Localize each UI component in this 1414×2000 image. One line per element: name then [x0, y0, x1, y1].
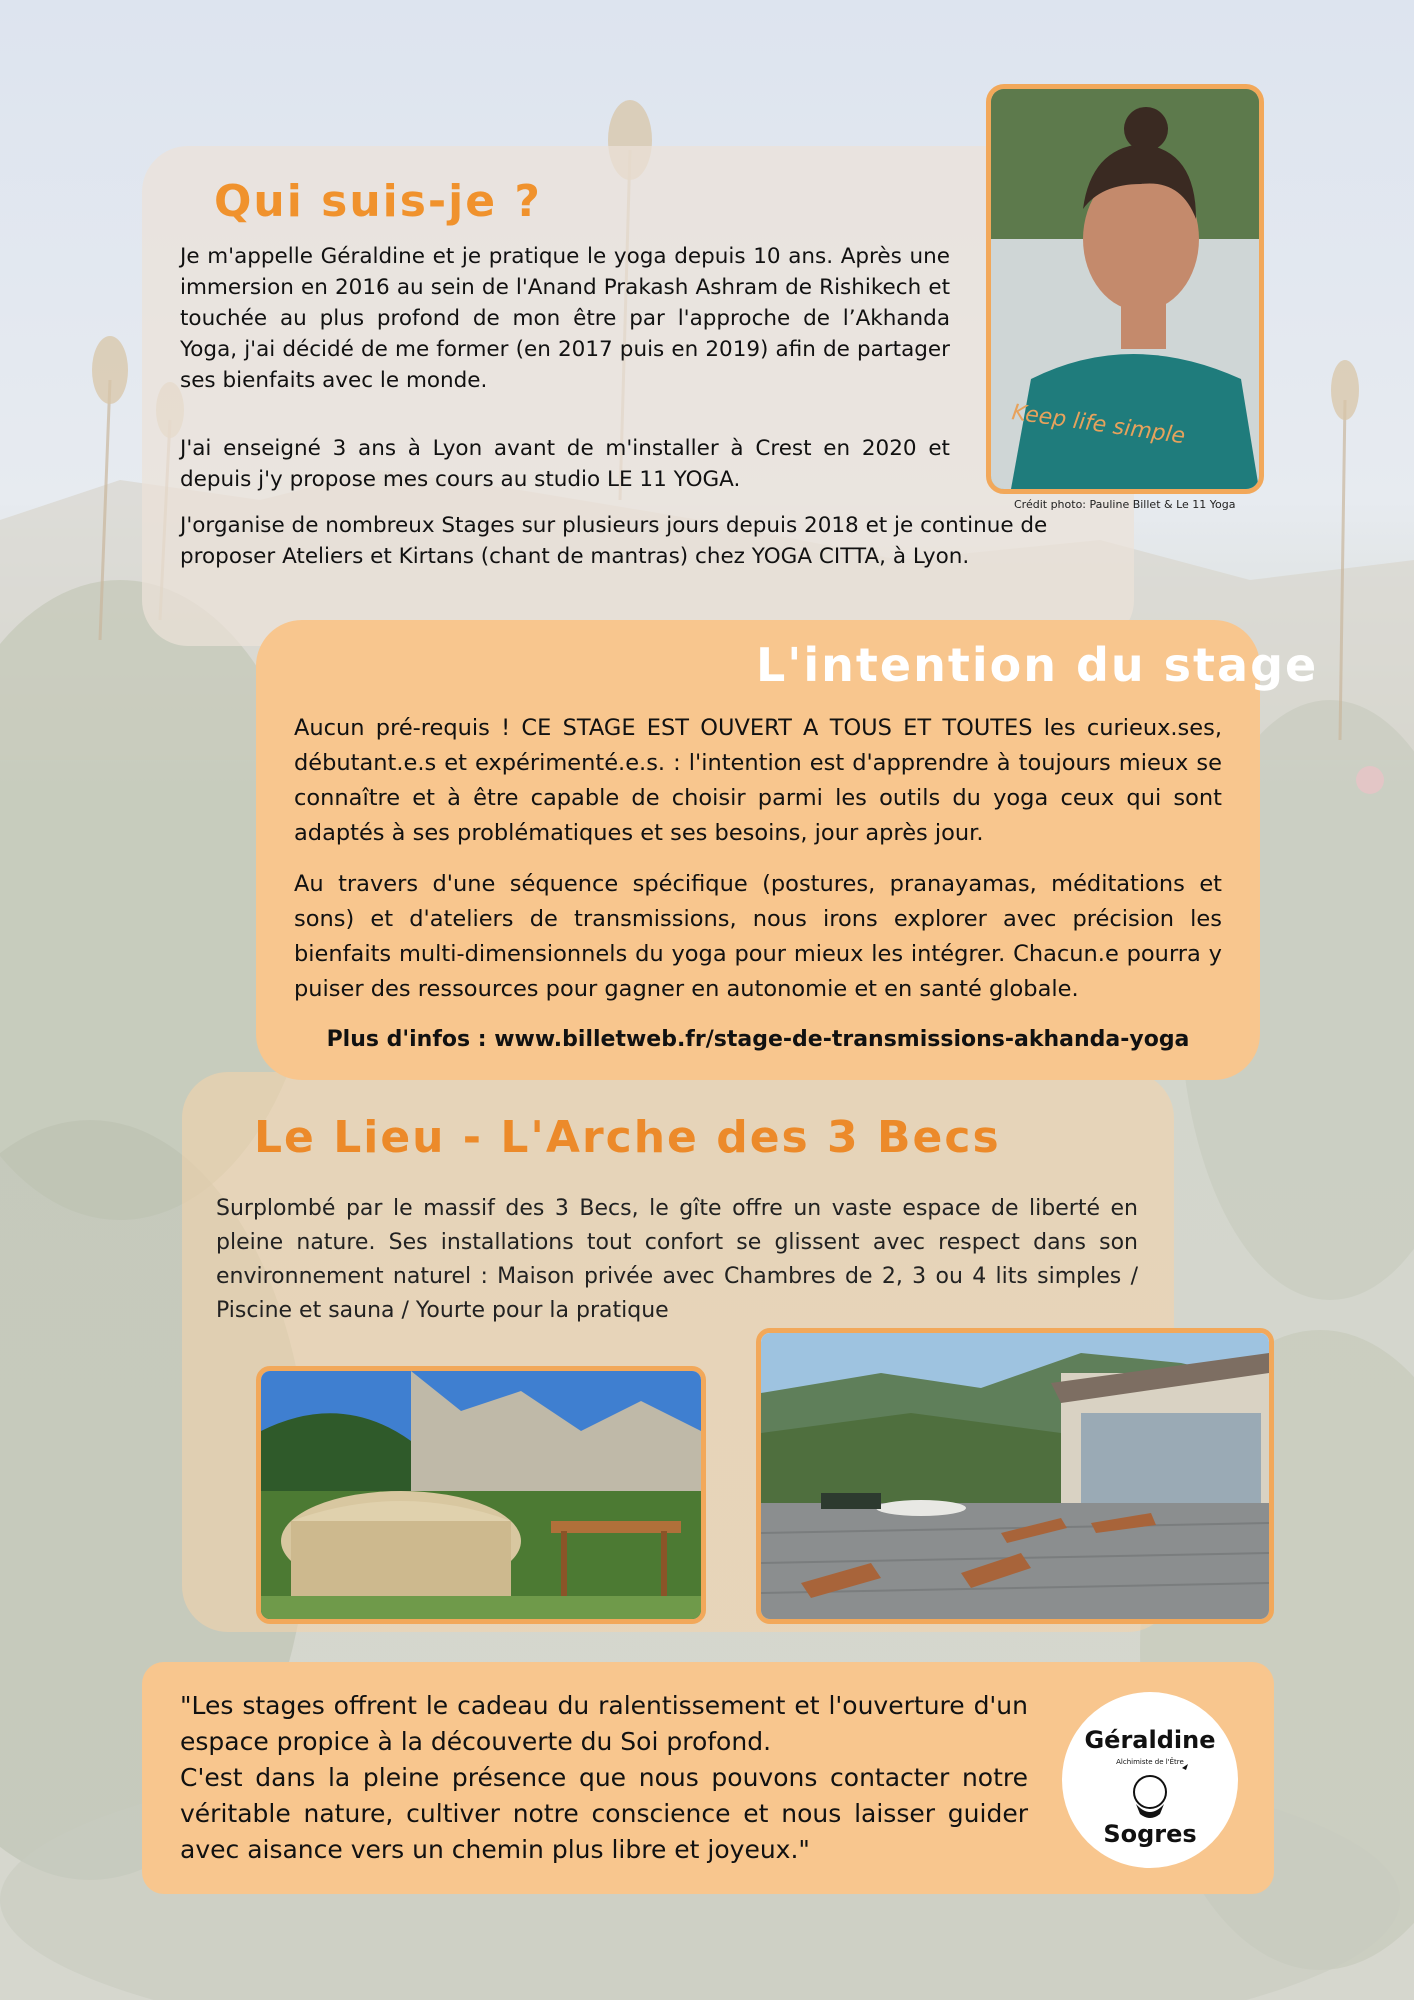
- quote-text: [180, 1688, 1028, 1868]
- terrace-photo: [756, 1328, 1274, 1624]
- logo-emblem-icon: [1134, 1764, 1188, 1818]
- about-title: Qui suis-je ?: [214, 176, 542, 227]
- shirt-text: Keep life simple: [1010, 400, 1187, 450]
- logo-name-bottom: Sogres: [1103, 1820, 1197, 1848]
- quote-line-1: "Les stages offrent le cadeau du ralentissement et l'ouverture d'un espace propice à la découverte du Soi profond.: [180, 1691, 1028, 1756]
- logo-subtitle: Alchimiste de l'Être: [1116, 1758, 1184, 1766]
- intention-paragraph-2: Au travers d'une séquence spécifique (postures, pranayamas, méditations et sons) et d'ateliers de transmissions, nous irons explorer avec précision les bienfaits multi-dimensionnels du yoga pour mieux les intégrer. Chacun.e pourra y puiser des ressources pour gagner en autonomie et en santé globale.: [294, 871, 1222, 1002]
- about-paragraph-2: J'ai enseigné 3 ans à Lyon avant de m'installer à Crest en 2020 et depuis j'y propose mes cours au studio LE 11 YOGA.: [180, 436, 950, 492]
- more-info-link[interactable]: Plus d'infos : www.billetweb.fr/stage-de-transmissions-akhanda-yoga: [326, 1027, 1190, 1052]
- photo-credit: Crédit photo: Pauline Billet & Le 11 Yoga: [1014, 498, 1236, 511]
- lieu-title: Le Lieu - L'Arche des 3 Becs: [254, 1112, 1001, 1163]
- portrait-photo: [986, 84, 1264, 494]
- about-paragraph-3: J'organise de nombreux Stages sur plusieurs jours depuis 2018 et je continue de proposer Ateliers et Kirtans (chant de mantras) chez YOGA CITTA, à Lyon.: [180, 513, 1048, 569]
- geraldine-sogres-logo: [1062, 1692, 1238, 1868]
- logo-name-top: Géraldine: [1084, 1726, 1216, 1754]
- intention-title: L'intention du stage: [756, 638, 1319, 692]
- quote-line-2: C'est dans la pleine présence que nous pouvons contacter notre véritable nature, cultiver notre conscience et nous laisser guider avec aisance vers un chemin plus libre et joyeux.": [180, 1763, 1028, 1864]
- lieu-paragraph: Surplombé par le massif des 3 Becs, le gîte offre un vaste espace de liberté en pleine nature. Ses installations tout confort se glissent avec respect dans son environnement naturel : Maison privée avec Chambres de 2, 3 ou 4 lits simples / Piscine et sauna / Yourte pour la pratique: [216, 1196, 1138, 1323]
- intention-paragraph-1: Aucun pré-requis ! CE STAGE EST OUVERT A TOUS ET TOUTES les curieux.ses, débutant.e.s et expérimenté.e.s. : l'intention est d'apprendre à toujours mieux se connaître et à être capable de choisir parmi les outils du yoga ceux qui sont adaptés à ses problématiques et ses besoins, jour après jour.: [294, 715, 1222, 846]
- about-paragraph-1: Je m'appelle Géraldine et je pratique le yoga depuis 10 ans. Après une immersion en 2016 au sein de l'Anand Prakash Ashram de Rishikech et touchée au plus profond de mon être par l'approche de l’Akhanda Yoga, j'ai décidé de me former (en 2017 puis en 2019) afin de partager ses bienfaits avec le monde.: [180, 244, 950, 393]
- yurt-photo: [256, 1366, 706, 1624]
